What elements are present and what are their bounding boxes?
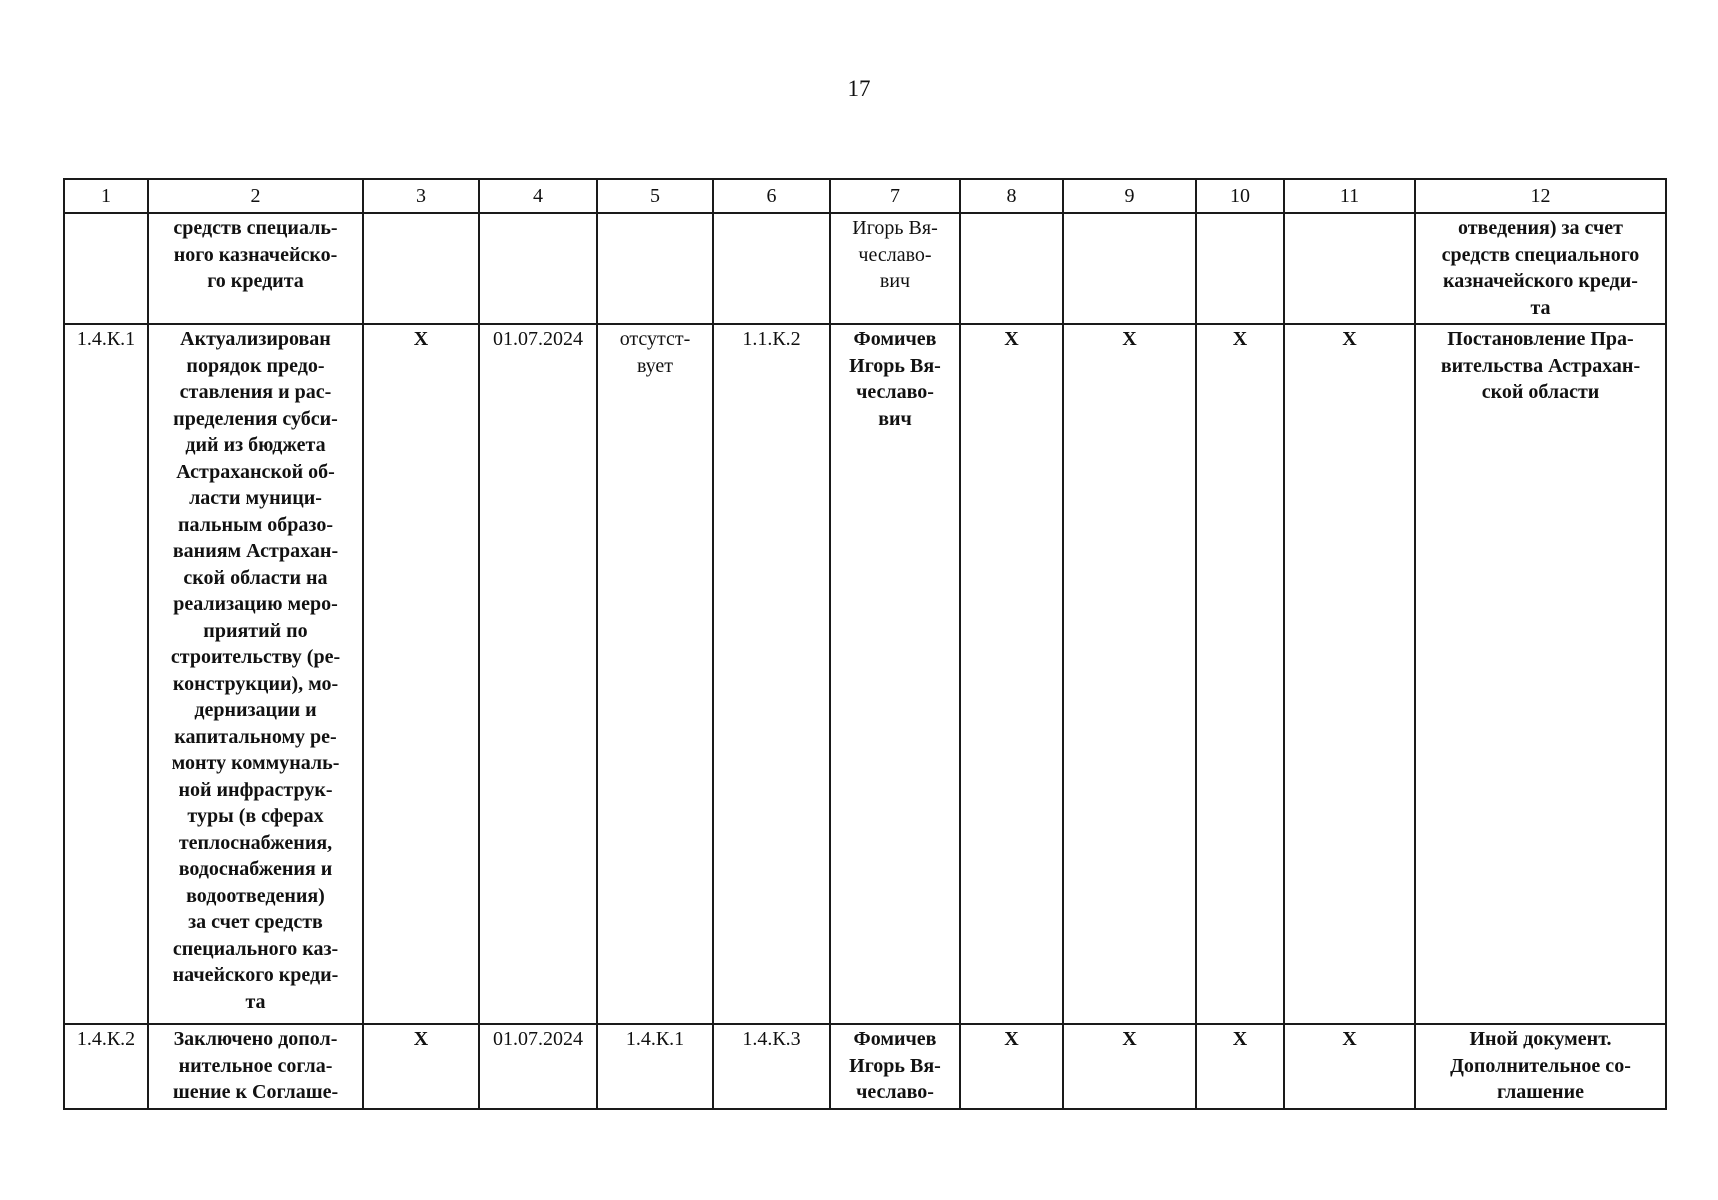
column-header: 6: [713, 179, 830, 213]
cell-text: отсутст- вует: [619, 328, 691, 377]
table-cell: [1196, 324, 1284, 1024]
cell-text: Актуализирован порядок предо- ставления и рас- пределения субси- дий из бюджета Астраханской об- ласти муници- пальным образо- ваниям Астрахан- ской области на реализацию меро- приятий по строительству (ре- конструкции), мо- дернизации и капитальному ре- монту коммуналь- ной инфраструк- туры (в сферах теплоснабжения, водоснабжения и водоотведения) за счет средств специального каз- начейского креди- та: [170, 328, 341, 1013]
cell-text: отведения) за счет средств специального казначейского креди- та: [1441, 217, 1640, 319]
table-row: [64, 1024, 1666, 1109]
table-cell: [960, 324, 1063, 1024]
column-header: 2: [148, 179, 363, 213]
table-cell: [64, 324, 148, 1024]
table-cell: [713, 213, 830, 324]
cell-text: Игорь Вя- чеславо- вич: [852, 217, 938, 292]
cell-text: Фомичев Игорь Вя- чеславо- вич: [849, 328, 941, 430]
table-cell: [1284, 1024, 1415, 1109]
table-cell: [479, 324, 597, 1024]
table-cell: [1284, 324, 1415, 1024]
cell-text: 01.07.2024: [493, 1028, 583, 1050]
cell-text: 1.4.К.2: [76, 1028, 136, 1050]
cell-text: 1.4.К.3: [742, 1028, 801, 1050]
page-number: 17: [847, 76, 871, 101]
cell-text: 1.4.К.1: [76, 328, 136, 350]
cell-text: X: [1342, 328, 1357, 350]
table-cell: [148, 324, 363, 1024]
table-cell: [479, 1024, 597, 1109]
cell-text: X: [413, 328, 429, 350]
column-header: 8: [960, 179, 1063, 213]
table-row: [64, 324, 1666, 1024]
table-cell: [1063, 324, 1196, 1024]
cell-text: X: [413, 1028, 429, 1050]
table-cell: [1415, 324, 1666, 1024]
column-header: 4: [479, 179, 597, 213]
table-cell: [64, 1024, 148, 1109]
cell-text: X: [1004, 328, 1019, 350]
cell-text: 1.1.К.2: [742, 328, 801, 350]
table-cell: [597, 213, 713, 324]
cell-text: X: [1342, 1028, 1357, 1050]
cell-text: X: [1004, 1028, 1019, 1050]
cell-text: средств специаль- ного казначейско- го кредита: [173, 217, 338, 292]
cell-text: 01.07.2024: [493, 328, 583, 350]
table-cell: [1284, 213, 1415, 324]
cell-text: Заключено допол- нительное согла- шение к Соглаше-: [172, 1028, 339, 1103]
table-cell: [960, 1024, 1063, 1109]
table-cell: [64, 213, 148, 324]
table-cell: [713, 324, 830, 1024]
table-cell: [148, 1024, 363, 1109]
cell-text: Фомичев Игорь Вя- чеславо-: [849, 1028, 941, 1103]
header-row: [64, 179, 1666, 213]
table-cell: [1196, 1024, 1284, 1109]
column-header: 9: [1063, 179, 1196, 213]
table-cell: [363, 1024, 479, 1109]
document-table: [63, 178, 1667, 1110]
table-cell: [1196, 213, 1284, 324]
table-cell: [1415, 213, 1666, 324]
column-header: 7: [830, 179, 960, 213]
column-header: 11: [1284, 179, 1415, 213]
cell-text: X: [1122, 1028, 1137, 1050]
table-cell: [597, 1024, 713, 1109]
table-cell: [830, 213, 960, 324]
cell-text: X: [1232, 328, 1248, 350]
table-cell: [713, 1024, 830, 1109]
table-cell: [1063, 1024, 1196, 1109]
table-cell: [479, 213, 597, 324]
table-cell: [597, 324, 713, 1024]
cell-text: Постановление Пра- вительства Астрахан- ской области: [1440, 328, 1641, 403]
cell-text: X: [1232, 1028, 1248, 1050]
table-cell: [830, 324, 960, 1024]
table-cell: [363, 324, 479, 1024]
table-cell: [960, 213, 1063, 324]
table-cell: [148, 213, 363, 324]
column-header: 12: [1415, 179, 1666, 213]
table-row: [64, 213, 1666, 324]
column-header: 5: [597, 179, 713, 213]
cell-text: 1.4.К.1: [625, 1028, 685, 1050]
table-cell: [830, 1024, 960, 1109]
column-header: 10: [1196, 179, 1284, 213]
table-cell: [363, 213, 479, 324]
column-header: 1: [64, 179, 148, 213]
cell-text: X: [1122, 328, 1137, 350]
table-cell: [1415, 1024, 1666, 1109]
column-header: 3: [363, 179, 479, 213]
table-cell: [1063, 213, 1196, 324]
cell-text: Иной документ. Дополнительное со- глашение: [1450, 1028, 1631, 1103]
